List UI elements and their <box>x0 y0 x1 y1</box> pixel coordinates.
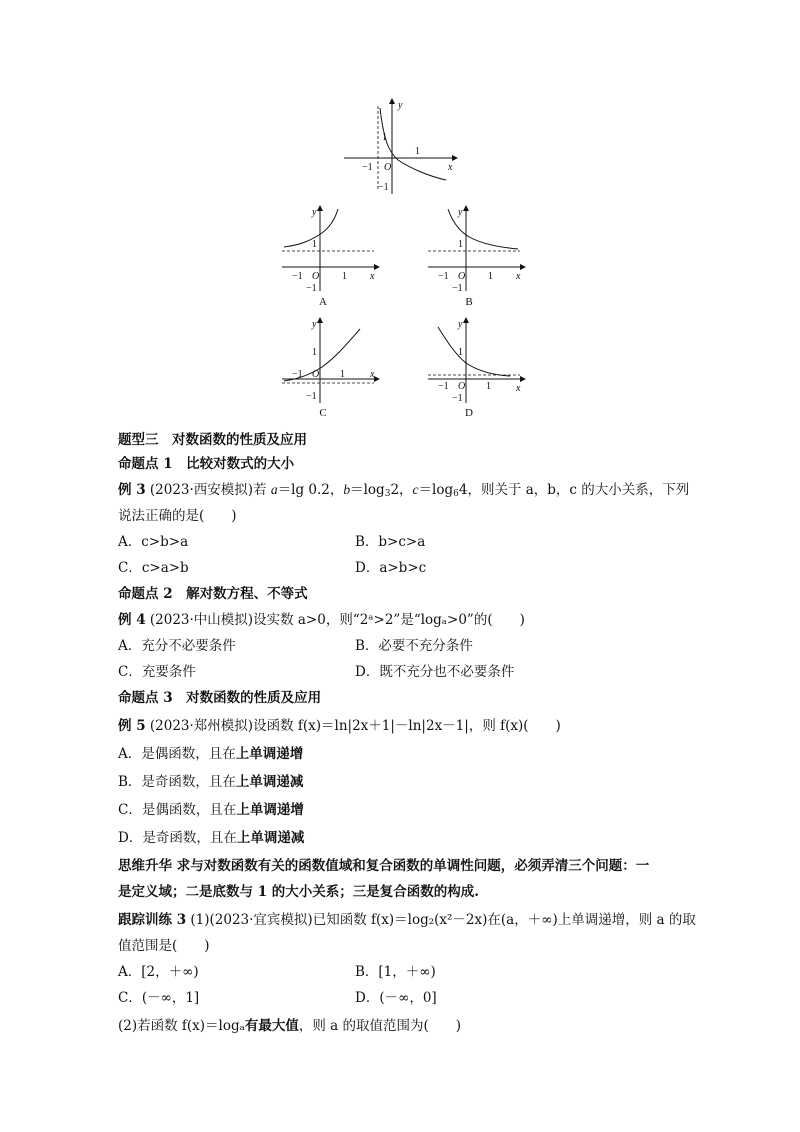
x-axis-label: x <box>370 271 375 282</box>
x-tick-neg1: −1 <box>362 162 373 173</box>
x-tick-1: 1 <box>488 271 493 282</box>
stem-text: 设实数 a>0，则“2ᵃ>2”是“logₐ>0”的( ) <box>253 612 525 628</box>
y-tick-1: 1 <box>382 132 387 143</box>
y-tick-1: 1 <box>312 347 317 358</box>
practice-option-c[interactable]: C．(－∞，1] <box>118 990 200 1006</box>
example-5-label: 例 5 <box>118 718 146 734</box>
example-5-source: (2023·郑州模拟) <box>149 718 254 734</box>
x-axis-label: x <box>370 369 375 380</box>
y-tick-neg1: −1 <box>306 283 317 294</box>
origin-label: O <box>384 162 392 173</box>
example-4-stem <box>118 610 525 630</box>
stem-text: ＝lg 0.2， <box>277 482 344 498</box>
main-graph <box>340 98 460 198</box>
option-text-bold: 上单调递增 <box>235 746 304 762</box>
thinking-line-1 <box>118 856 649 876</box>
x-tick-neg1: −1 <box>438 271 449 282</box>
example-3-option-d[interactable]: D．a>b>c <box>355 560 427 576</box>
option-text: A．是偶函数，且在 <box>118 746 236 762</box>
x-tick-1: 1 <box>415 146 420 157</box>
example-3-option-c[interactable]: C．c>a>b <box>118 560 189 576</box>
practice-stem-line2: 值范围是( ) <box>118 938 210 954</box>
example-5-option-d[interactable] <box>118 828 304 848</box>
y-tick-1: 1 <box>458 239 463 250</box>
example-3-source: (2023·西安模拟) <box>149 482 254 498</box>
thinking-label: 思维升华 <box>118 858 172 874</box>
y-axis-label: y <box>398 100 403 111</box>
practice-option-b[interactable]: B．[1，＋∞) <box>355 964 436 980</box>
stem-text: 2， <box>390 482 413 498</box>
practice-stem <box>118 910 696 930</box>
option-caption-c: C <box>319 407 327 419</box>
example-3-stem-line2: 说法正确的是( ) <box>118 508 237 524</box>
y-axis-label: y <box>458 319 463 330</box>
var-c: c <box>412 482 419 497</box>
x-axis-label: x <box>516 271 521 282</box>
x-axis-label: x <box>516 383 521 394</box>
y-tick-neg1: −1 <box>378 182 389 193</box>
example-3-label: 例 3 <box>118 482 146 498</box>
thinking-text: 求与对数函数有关的函数值域和复合函数的单调性问题，必须弄清三个问题：一 <box>176 858 650 874</box>
example-5-option-a[interactable] <box>118 744 303 764</box>
example-3-option-a[interactable]: A．c>b>a <box>118 534 189 550</box>
option-text-bold: 上单调递减 <box>235 774 304 790</box>
example-5-stem <box>118 716 561 736</box>
option-caption-b: B <box>465 296 473 308</box>
option-caption-a: A <box>319 296 327 308</box>
point-1-heading: 命题点 1 比较对数式的大小 <box>118 456 295 472</box>
example-3-stem <box>118 480 689 504</box>
y-tick-1: 1 <box>458 347 463 358</box>
practice-part-2-text: (2)若函数 f(x)＝logₐ <box>118 1018 245 1034</box>
stem-text: 4，则关于 a，b，c 的大小关系，下列 <box>458 482 690 498</box>
origin-label: O <box>458 381 466 392</box>
thinking-line-2: 是定义域；二是底数与 1 的大小关系；三是复合函数的构成. <box>118 884 479 900</box>
example-3-option-b[interactable]: B．b>c>a <box>355 534 426 550</box>
y-tick-neg1: −1 <box>306 391 317 402</box>
x-tick-1: 1 <box>486 381 491 392</box>
option-graph-b <box>426 205 526 295</box>
option-graph-a <box>280 205 380 295</box>
example-4-option-d[interactable]: D．既不充分也不必要条件 <box>355 664 515 680</box>
log-base: 3 <box>384 489 391 499</box>
stem-text: ＝log <box>350 482 385 498</box>
var-a: a <box>270 482 278 497</box>
practice-part-2 <box>118 1016 461 1036</box>
section-heading: 题型三 对数函数的性质及应用 <box>118 432 307 448</box>
x-tick-1: 1 <box>340 369 345 380</box>
point-3-heading: 命题点 3 对数函数的性质及应用 <box>118 690 322 706</box>
stem-text: 若 <box>253 482 271 498</box>
x-tick-neg1: −1 <box>292 369 303 380</box>
y-axis-label: y <box>312 319 317 330</box>
y-tick-1: 1 <box>312 239 317 250</box>
example-4-source: (2023·中山模拟) <box>149 612 254 628</box>
example-4-option-c[interactable]: C．充要条件 <box>118 664 196 680</box>
example-4-option-b[interactable]: B．必要不充分条件 <box>355 638 473 654</box>
x-tick-neg1: −1 <box>292 271 303 282</box>
origin-label: O <box>312 369 320 380</box>
example-4-option-a[interactable]: A．充分不必要条件 <box>118 638 236 654</box>
origin-label: O <box>312 271 320 282</box>
y-axis-label: y <box>458 207 463 218</box>
var-b: b <box>343 482 351 497</box>
option-text-bold: 上单调递增 <box>236 802 304 818</box>
practice-source: (1)(2023·宜宾模拟) <box>190 912 313 928</box>
option-graph-c <box>280 317 380 407</box>
y-axis-label: y <box>312 207 317 218</box>
stem-text: 设函数 f(x)＝ln|2x＋1|－ln|2x－1|，则 f(x)( ) <box>253 718 561 734</box>
practice-label: 跟踪训练 3 <box>118 912 187 928</box>
option-text: C．是偶函数，且在 <box>118 802 237 818</box>
option-text-bold: 上单调递减 <box>236 830 305 846</box>
practice-part-2-bold: 有最大值 <box>244 1018 299 1034</box>
option-text: D．是奇函数，且在 <box>118 830 237 846</box>
y-tick-neg1: −1 <box>452 393 463 404</box>
practice-text: 已知函数 f(x)＝log₂(x²－2x)在(a，＋∞)上单调递增，则 a 的取 <box>312 912 696 928</box>
practice-option-d[interactable]: D．(－∞，0] <box>355 990 437 1006</box>
option-graph-d <box>426 317 526 407</box>
practice-option-a[interactable]: A．[2，＋∞) <box>118 964 199 980</box>
x-tick-1: 1 <box>342 271 347 282</box>
point-2-heading: 命题点 2 解对数方程、不等式 <box>118 586 308 602</box>
stem-text: ＝log <box>418 482 454 498</box>
y-tick-neg1: −1 <box>452 283 463 294</box>
option-text: B．是奇函数，且在 <box>118 774 236 790</box>
practice-part-2-text-end: ，则 a 的取值范围为( ) <box>298 1018 462 1034</box>
log-base: 6 <box>453 489 459 499</box>
example-5-option-b[interactable] <box>118 772 303 792</box>
option-caption-d: D <box>465 407 473 419</box>
origin-label: O <box>458 271 466 282</box>
x-axis-label: x <box>448 162 453 173</box>
example-4-label: 例 4 <box>118 612 146 628</box>
x-tick-neg1: −1 <box>438 381 449 392</box>
example-5-option-c[interactable] <box>118 800 304 820</box>
